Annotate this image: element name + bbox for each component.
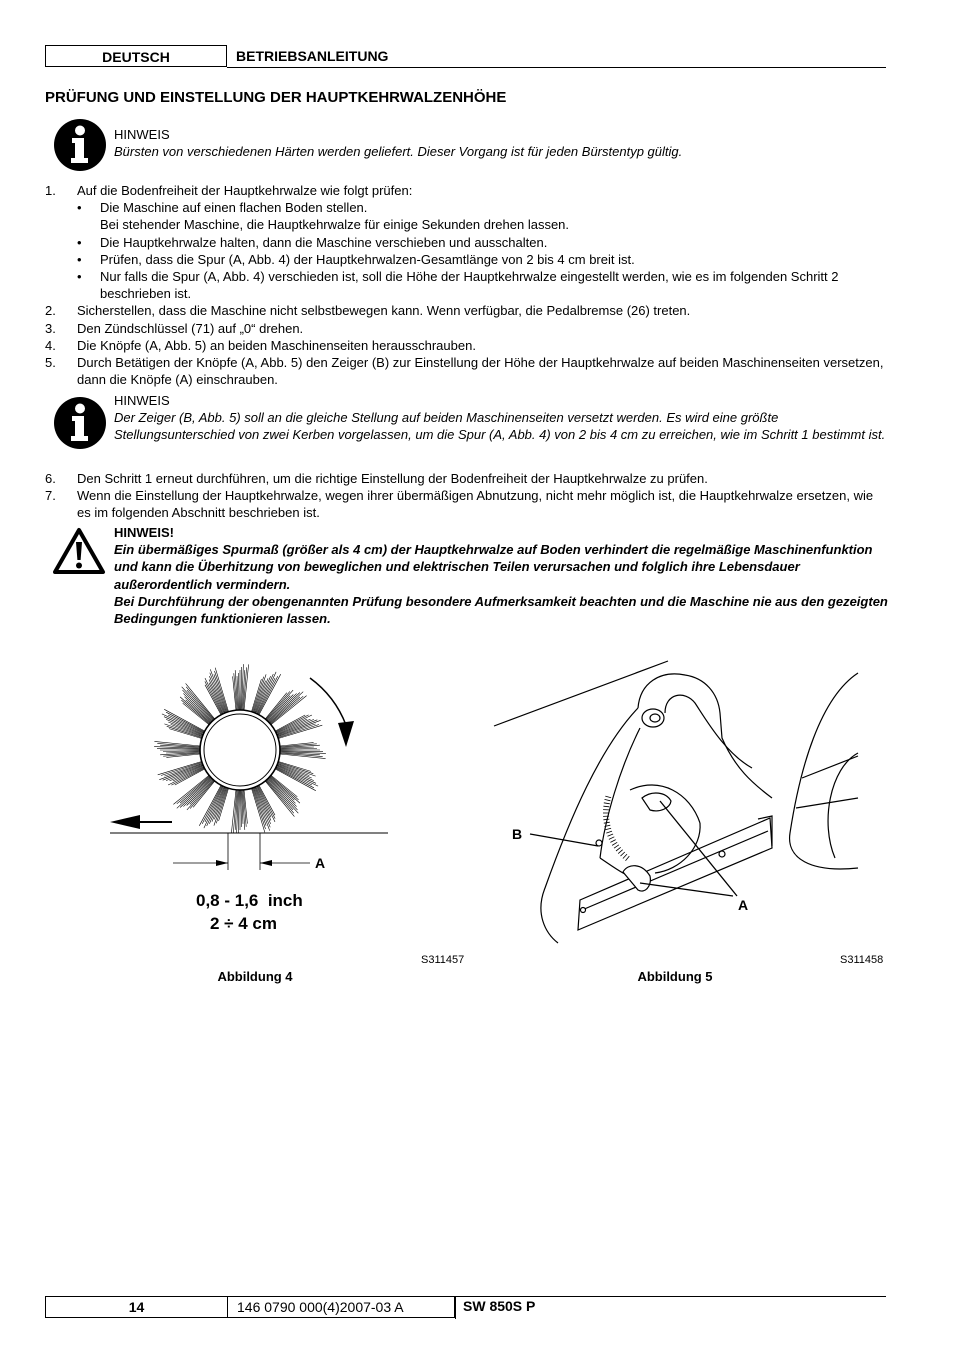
step-text: Wenn die Einstellung der Hauptkehrwalze, wegen ihrer übermäßigen Abnutzung, nicht mehr möglich ist, die Hauptkehrwalze ersetzen, wie es im folgenden Abschnitt beschrieben ist. xyxy=(77,488,874,521)
step-number: 4. xyxy=(45,337,56,353)
step-number: 5. xyxy=(45,355,56,371)
figure-4-code: S311457 xyxy=(421,954,465,966)
step-number: 6. xyxy=(45,471,56,486)
warning-text: Bei Durchführung der obengenannten Prüfung besondere Aufmerksamkeit beachten und die Maschine nie aus den gezeigten Bedingungen funktionieren lassen. xyxy=(114,593,888,627)
step-item xyxy=(45,337,890,354)
dimension-cm: 2 ÷ 4 cm xyxy=(210,914,277,933)
steps-list-2 xyxy=(45,470,890,522)
figure-5-adjustment-diagram xyxy=(490,658,860,946)
bullet-list xyxy=(77,199,890,302)
bullet-item: • Nur falls die Spur (A, Abb. 4) verschieden ist, soll die Höhe der Hauptkehrwalze eingestellt werden, wie es im folgenden Schritt 2 beschrieben ist. xyxy=(77,268,890,302)
step-item xyxy=(45,302,890,319)
model-name: SW 850S P xyxy=(463,1298,536,1314)
figure-4-brush-diagram xyxy=(100,655,400,885)
step-number: 1. xyxy=(45,183,56,198)
note-text: Der Zeiger (B, Abb. 5) soll an die gleiche Stellung auf beiden Maschinenseiten versetzt werden. Es wird eine größte Stellungsunterschied von zwei Kerben vorgelassen, um die Spur (A, Abb. 4) von 2 bis 4 cm zu erreichen, wie im Schritt 1 bestimmt ist. xyxy=(114,410,886,443)
figure-5-code: S311458 xyxy=(840,954,884,966)
note-1 xyxy=(114,126,889,160)
bullet-item: • Die Hauptkehrwalze halten, dann die Maschine verschieben und ausschalten. xyxy=(77,234,890,251)
step-text: Den Zündschlüssel (71) auf „0“ drehen. xyxy=(77,320,304,336)
footer-divider xyxy=(455,1296,456,1319)
header-rule xyxy=(227,67,886,68)
note-2 xyxy=(114,392,889,444)
section-title: PRÜFUNG UND EINSTELLUNG DER HAUPTKEHRWALZENHÖHE xyxy=(45,89,507,106)
step-item xyxy=(45,320,890,337)
warning-icon xyxy=(52,527,106,575)
step-text: Den Schritt 1 erneut durchführen, um die richtige Einstellung der Bodenfreiheit der Hauptkehrwalze zu prüfen. xyxy=(77,471,708,486)
figure-5-label-a: A xyxy=(738,897,749,913)
language-label: DEUTSCH xyxy=(45,45,227,67)
steps-list-1 xyxy=(45,182,890,388)
step-number: 7. xyxy=(45,488,56,504)
step-number: 2. xyxy=(45,303,56,319)
bullet-item: • Die Maschine auf einen flachen Boden stellen. Bei stehender Maschine, die Hauptkehrwalze für einige Sekunden drehen lassen. xyxy=(77,199,890,233)
step-text: Sicherstellen, dass die Maschine nicht selbstbewegen kann. Wenn verfügbar, die Pedalbremse (26) treten. xyxy=(77,303,691,319)
page-number: 14 xyxy=(45,1296,228,1318)
note-label: HINWEIS xyxy=(114,127,170,142)
figure-4-label-a: A xyxy=(315,855,326,871)
step-text: Die Knöpfe (A, Abb. 5) an beiden Maschinenseiten herausschrauben. xyxy=(77,337,476,353)
figure-5-caption: Abbildung 5 xyxy=(637,969,713,984)
step-item xyxy=(45,470,890,487)
info-icon xyxy=(53,396,107,450)
figure-4-caption: Abbildung 4 xyxy=(217,969,293,984)
warning-label: HINWEIS! xyxy=(114,525,174,540)
step-item xyxy=(45,182,890,302)
step-text: Auf die Bodenfreiheit der Hauptkehrwalze wie folgt prüfen: xyxy=(77,183,413,198)
step-item xyxy=(45,354,890,388)
document-title: BETRIEBSANLEITUNG xyxy=(236,48,389,64)
figure-5-label-b: B xyxy=(512,826,523,842)
warning-block xyxy=(114,524,889,627)
dimension-inch: 0,8 - 1,6 inch xyxy=(196,891,303,910)
document-code: 146 0790 000(4)2007-03 A xyxy=(227,1296,455,1318)
step-text: Durch Betätigen der Knöpfe (A, Abb. 5) den Zeiger (B) zur Einstellung der Höhe der Hauptkehrwalze auf beiden Maschinenseiten versetzen, dann die Knöpfe (A) einschrauben. xyxy=(77,355,884,388)
warning-text: Ein übermäßiges Spurmaß (größer als 4 cm) der Hauptkehrwalze auf Boden verhindert die regelmäßige Maschinenfunktion und kann die Überhitzung von beweglichen und elektrischen Teilen verursachen und folglich ihre Lebensdauer außerordentlich vermindern. xyxy=(114,542,873,592)
step-item xyxy=(45,487,890,521)
bullet-item: • Prüfen, dass die Spur (A, Abb. 4) der Hauptkehrwalzen-Gesamtlänge von 2 bis 4 cm breit ist. xyxy=(77,251,890,268)
step-number: 3. xyxy=(45,320,56,336)
note-label: HINWEIS xyxy=(114,393,170,408)
note-text: Bürsten von verschiedenen Härten werden geliefert. Dieser Vorgang ist für jeden Bürstentyp gültig. xyxy=(114,144,683,160)
info-icon xyxy=(53,118,107,172)
